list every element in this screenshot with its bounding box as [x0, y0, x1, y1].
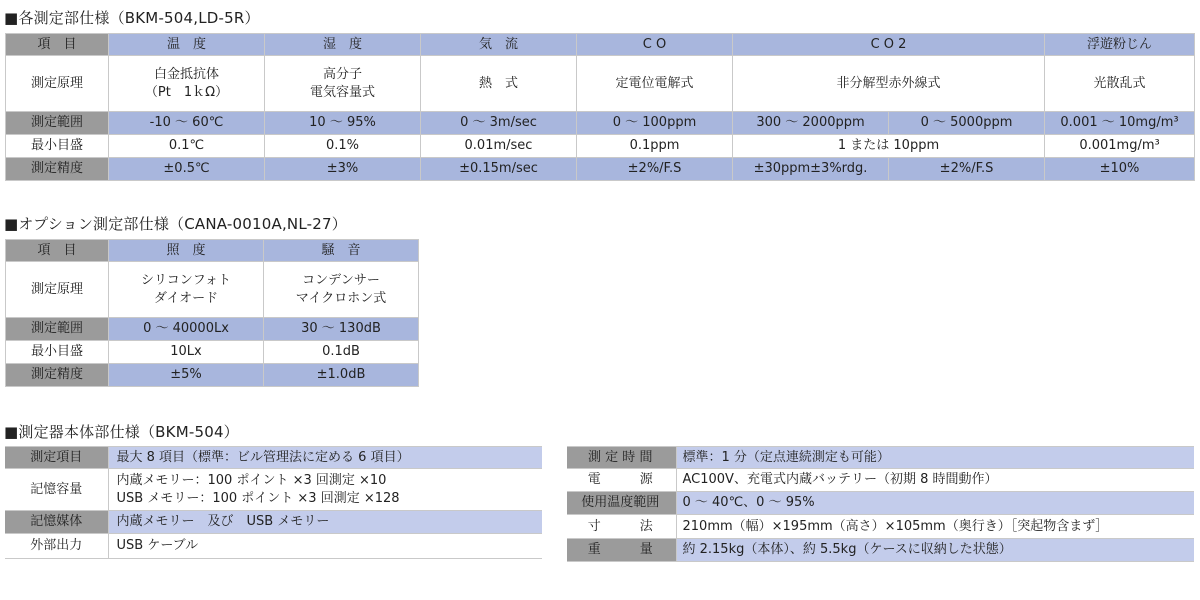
body-spec-title — [4, 421, 239, 442]
accuracy-row — [6, 158, 1195, 181]
section-title-text: ■オプション測定部仕様（CANA-0010A,NL-27） — [4, 215, 347, 233]
cell: 0 ～ 40000Lx — [109, 318, 264, 341]
cell: 0.1% — [265, 135, 421, 158]
cell: ±10% — [1045, 158, 1195, 181]
section-title-text: ■測定器本体部仕様（BKM-504） — [4, 423, 239, 441]
row-label: 測定原理 — [6, 262, 109, 318]
section-title-text: ■各測定部仕様（BKM-504,LD-5R） — [4, 9, 260, 27]
cell: ±2%/F.S — [889, 158, 1045, 181]
resolution-row — [6, 135, 1195, 158]
spec-row — [567, 539, 1194, 562]
cell: 0.1dB — [264, 341, 419, 364]
humidity-header: 湿 度 — [265, 34, 421, 56]
option-spec-table — [5, 239, 419, 387]
cell: 300 ～ 2000ppm — [733, 112, 889, 135]
row-label: 寸 法 — [567, 515, 676, 539]
row-label: 測定精度 — [6, 364, 109, 387]
header-row — [6, 240, 419, 262]
resolution-row — [6, 341, 419, 364]
cell: ±1.0dB — [264, 364, 419, 387]
spec-row — [567, 492, 1194, 515]
item-header: 項 目 — [6, 240, 109, 262]
row-value: AC100V、充電式内蔵バッテリー（初期 8 時間動作） — [676, 469, 1194, 492]
principle-row — [6, 262, 419, 318]
row-label: 測定範囲 — [6, 318, 109, 341]
spec-row — [5, 469, 542, 511]
row-value: 210mm（幅）×195mm（高さ）×105mm（奥行き）［突起物含まず］ — [676, 515, 1194, 539]
row-label: 測定項目 — [5, 447, 108, 469]
cell: 0 ～ 100ppm — [577, 112, 733, 135]
row-label: 最小目盛 — [6, 135, 109, 158]
cell: ±2%/F.S — [577, 158, 733, 181]
principle-row — [6, 56, 1195, 112]
cell: ±5% — [109, 364, 264, 387]
cell: 30 ～ 130dB — [264, 318, 419, 341]
humidity-principle-line1: 高分子 — [322, 66, 362, 82]
main-spec-title — [4, 7, 260, 28]
airflow-header: 気 流 — [421, 34, 577, 56]
illuminance-principle-line1: シリコンフォト — [140, 272, 232, 288]
cell: ±30ppm±3%rdg. — [733, 158, 889, 181]
row-label: 外部出力 — [5, 534, 108, 559]
row-value: 最大 8 項目（標準：ビル管理法に定める 6 項目） — [108, 447, 542, 469]
noise-principle-line1: コンデンサー — [302, 272, 380, 288]
co2-principle: 非分解型赤外線式 — [733, 56, 1045, 112]
cell: ±0.5℃ — [109, 158, 265, 181]
row-label: 記憶媒体 — [5, 511, 108, 534]
row-label: 最小目盛 — [6, 341, 109, 364]
temp-principle-line2: （Pt 1ｋΩ） — [144, 84, 229, 100]
row-label: 記憶容量 — [5, 469, 108, 511]
temp-principle-line1: 白金抵抗体 — [153, 66, 219, 82]
row-value — [108, 469, 542, 511]
row-value: 内蔵メモリー 及び USB メモリー — [108, 511, 542, 534]
row-label: 測定範囲 — [6, 112, 109, 135]
item-header: 項 目 — [6, 34, 109, 56]
humidity-principle — [265, 56, 421, 112]
cell: ±3% — [265, 158, 421, 181]
spec-row — [5, 511, 542, 534]
row-value: 約 2.15kg（本体）、約 5.5kg（ケースに収納した状態） — [676, 539, 1194, 562]
row-value: 0 ～ 40℃、0 ～ 95% — [676, 492, 1194, 515]
row-value: USB ケーブル — [108, 534, 542, 559]
cell: 0.01m/sec — [421, 135, 577, 158]
cell: 0 ～ 3m/sec — [421, 112, 577, 135]
temp-principle — [109, 56, 265, 112]
row-label: 測定原理 — [6, 56, 109, 112]
co-principle: 定電位電解式 — [577, 56, 733, 112]
option-spec-title — [4, 213, 347, 234]
noise-principle — [264, 262, 419, 318]
cell: 0 ～ 5000ppm — [889, 112, 1045, 135]
temp-header: 温 度 — [109, 34, 265, 56]
cell: 10Lx — [109, 341, 264, 364]
cell: 0.001mg/m³ — [1045, 135, 1195, 158]
row-label: 電 源 — [567, 469, 676, 492]
spec-row — [5, 534, 542, 559]
cell: ±0.15m/sec — [421, 158, 577, 181]
dust-header: 浮遊粉じん — [1045, 34, 1195, 56]
cell: -10 ～ 60℃ — [109, 112, 265, 135]
cell: 0.1℃ — [109, 135, 265, 158]
header-row — [6, 34, 1195, 56]
row-value-line2: USB メモリー：100 ポイント ×3 回測定 ×128 — [116, 490, 400, 506]
row-label: 測 定 時 間 — [567, 447, 676, 469]
range-row — [6, 112, 1195, 135]
spec-row — [5, 447, 542, 469]
row-label: 重 量 — [567, 539, 676, 562]
co-header: C O — [577, 34, 733, 56]
dust-principle: 光散乱式 — [1045, 56, 1195, 112]
noise-principle-line2: マイクロホン式 — [295, 290, 387, 306]
cell: 0.001 ～ 10mg/m³ — [1045, 112, 1195, 135]
main-spec-table — [5, 33, 1195, 181]
illuminance-principle-line2: ダイオード — [153, 290, 219, 306]
co2-header: C O 2 — [733, 34, 1045, 56]
cell: 10 ～ 95% — [265, 112, 421, 135]
row-value-line1: 内蔵メモリー：100 ポイント ×3 回測定 ×10 — [116, 472, 387, 488]
row-label: 測定精度 — [6, 158, 109, 181]
row-label: 使用温度範囲 — [567, 492, 676, 515]
cell: 0.1ppm — [577, 135, 733, 158]
humidity-principle-line2: 電気容量式 — [309, 84, 375, 100]
airflow-principle: 熱 式 — [421, 56, 577, 112]
cell: 1 または 10ppm — [733, 135, 1045, 158]
illuminance-principle — [109, 262, 264, 318]
spec-row — [567, 469, 1194, 492]
accuracy-row — [6, 364, 419, 387]
illuminance-header: 照 度 — [109, 240, 264, 262]
range-row — [6, 318, 419, 341]
body-spec-right-table — [567, 446, 1194, 562]
spec-row — [567, 447, 1194, 469]
noise-header: 騒 音 — [264, 240, 419, 262]
spec-row — [567, 515, 1194, 539]
body-spec-left-table — [5, 446, 542, 559]
row-value: 標準：1 分（定点連続測定も可能） — [676, 447, 1194, 469]
